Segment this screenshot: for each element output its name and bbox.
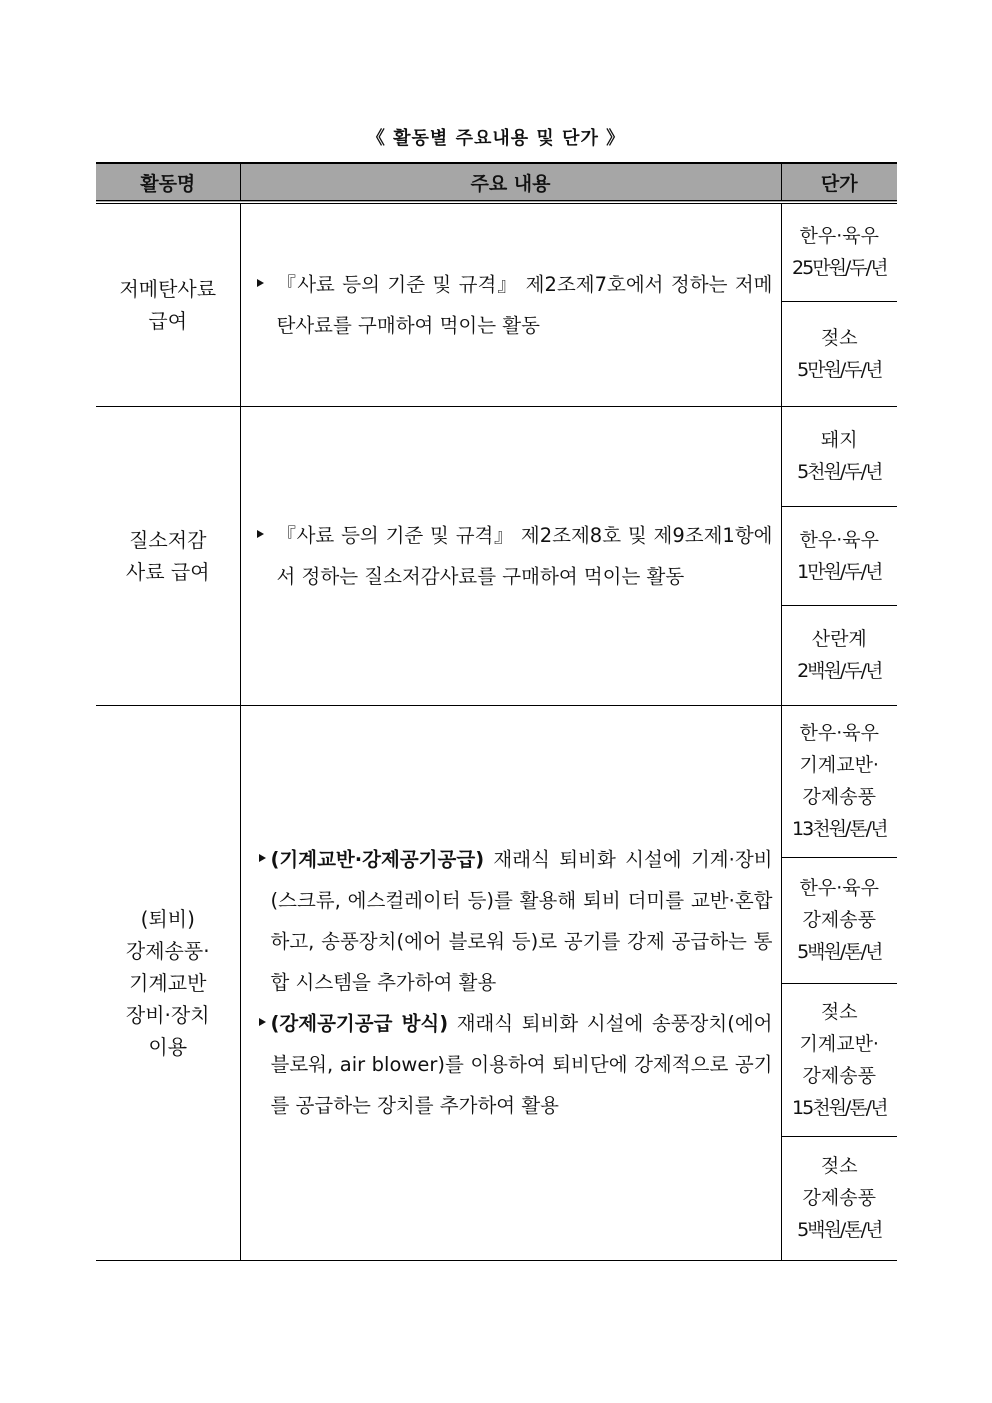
- price-line: 5만원/두/년: [797, 358, 882, 381]
- price-line: 2백원/두/년: [797, 660, 882, 682]
- price-line: 산란계: [811, 628, 867, 650]
- content-item: [259, 839, 773, 1003]
- activity-name-line: (퇴비): [140, 906, 195, 931]
- price-cell: [781, 406, 897, 506]
- price-line: 25만원/두/년: [792, 257, 887, 280]
- price-line: 젖소: [820, 1000, 858, 1023]
- activity-name-line: 장비·장치: [125, 1002, 210, 1027]
- table-row: [96, 705, 897, 857]
- content-item: [259, 1003, 773, 1126]
- price-line: 기계교반·: [799, 1032, 879, 1055]
- price-line: 돼지: [820, 429, 858, 451]
- price-line: 15천원/톤/년: [792, 1096, 887, 1119]
- price-cell: [781, 301, 897, 406]
- price-line: 젖소: [820, 1155, 858, 1177]
- activity-content-cell: [240, 406, 781, 705]
- price-cell: [781, 202, 897, 301]
- price-line: 5천원/두/년: [797, 461, 882, 483]
- price-line: 한우·육우: [799, 225, 879, 248]
- header-main-content: 주요 내용: [240, 163, 781, 202]
- table-row: [96, 406, 897, 506]
- content-item-heading: (강제공기공급 방식): [270, 1012, 449, 1035]
- price-cell: [781, 705, 897, 857]
- activity-table: [96, 162, 897, 1261]
- price-line: 기계교반·: [799, 754, 879, 776]
- price-cell: [781, 857, 897, 983]
- price-line: 한우·육우: [799, 722, 879, 744]
- content-item-heading: (기계교반·강제공기공급): [270, 848, 485, 871]
- price-line: 13천원/톤/년: [792, 818, 887, 840]
- content-text: 『사료 등의 기준 및 규격』 제2조제7호에서 정하는 저메탄사료를 구매하여 먹이는 활동: [255, 264, 773, 346]
- price-line: 1만원/두/년: [797, 560, 882, 583]
- activity-name-line: 저메탄사료: [119, 276, 217, 301]
- content-item-text: 재래식 퇴비화 시설에 기계·장비(스크류, 에스컬레이터 등)를 활용해 퇴비 더미를 교반·혼합하고, 송풍장치(에어 블로워 등)로 공기를 강제 공급하는 통합 시스템을 추가하여 활용: [270, 848, 773, 994]
- table-row: [96, 202, 897, 301]
- price-line: 한우·육우: [799, 528, 879, 551]
- price-cell: [781, 605, 897, 705]
- activity-name-line: 기계교반: [129, 970, 207, 995]
- price-line: 5백원/톤/년: [797, 1219, 882, 1241]
- activity-name-cell: [96, 406, 240, 705]
- activity-name-line: 강제송풍·: [125, 938, 210, 963]
- header-activity-name: 활동명: [96, 163, 240, 202]
- activity-content-cell: [240, 202, 781, 406]
- price-line: 5백원/톤/년: [797, 941, 882, 963]
- price-line: 강제송풍: [802, 1187, 876, 1209]
- price-line: 한우·육우: [799, 877, 879, 899]
- activity-content-cell: [240, 705, 781, 1260]
- price-line: 젖소: [820, 326, 858, 349]
- activity-name-line: 급여: [148, 308, 188, 333]
- activity-name-cell: [96, 705, 240, 1260]
- header-unit-price: 단가: [781, 163, 897, 202]
- content-text: 『사료 등의 기준 및 규격』 제2조제8호 및 제9조제1항에서 정하는 질소저감사료를 구매하여 먹이는 활동: [255, 515, 773, 597]
- activity-name-cell: [96, 202, 240, 406]
- price-line: 강제송풍: [802, 1064, 876, 1087]
- price-cell: [781, 506, 897, 605]
- price-cell: [781, 1136, 897, 1260]
- document-title: 《 활동별 주요내용 및 단가 》: [366, 128, 626, 149]
- activity-name-line: 사료 급여: [125, 559, 210, 584]
- table-header-row: [96, 163, 897, 202]
- price-line: 강제송풍: [802, 909, 876, 931]
- activity-name-line: 이용: [148, 1034, 188, 1059]
- activity-name-line: 질소저감: [129, 527, 207, 552]
- price-cell: [781, 983, 897, 1136]
- price-line: 강제송풍: [802, 786, 876, 808]
- content-item-text: 재래식 퇴비화 시설에 송풍장치(에어 블로워, air blower)를 이용하여 퇴비단에 강제적으로 공기를 공급하는 장치를 추가하여 활용: [270, 1012, 773, 1117]
